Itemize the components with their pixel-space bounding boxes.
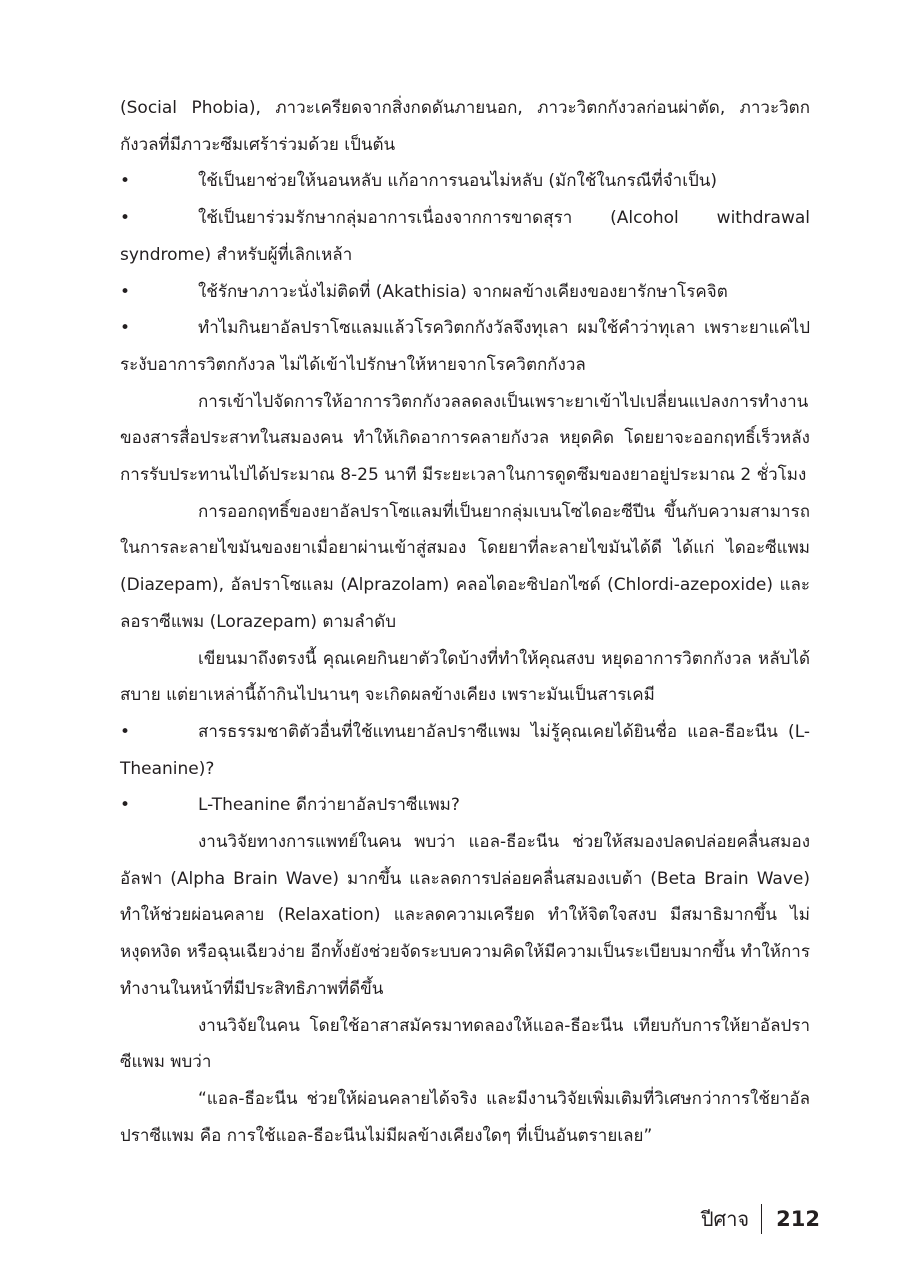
footer-divider	[761, 1204, 762, 1234]
list-item	[120, 163, 810, 200]
paragraph: เขียนมาถึงตรงนี้ คุณเคยกินยาตัวใดบ้างที่ทำให้คุณสงบ หยุดอาการวิตกกังวล หลับได้สบาย แต่ยาเหล่านี้ถ้ากินไปนานๆ จะเกิดผลข้างเคียง เพราะมันเป็นสารเคมี	[120, 648, 810, 706]
chapter-title: ปีศาจ	[700, 1207, 750, 1231]
list-item	[120, 714, 810, 787]
body-text	[120, 90, 810, 1154]
list-item-text: ใช้รักษาภาวะนั่งไม่ติดที่ (Akathisia) จากผลข้างเคียงของยารักษาโรคจิต	[198, 281, 728, 302]
paragraph: งานวิจัยทางการแพทย์ในคน พบว่า แอล-ธีอะนีน ช่วยให้สมองปลดปล่อยคลื่นสมองอัลฟา (Alpha Brain Wave) มากขึ้น และลดการปล่อยคลื่นสมองเบต้า (Beta Brain Wave) ทำให้ช่วยผ่อนคลาย (Relaxation) และลดความเครียด ทำให้จิตใจสงบ มีสมาธิมากขึ้น ไม่หงุดหงิด หรือฉุนเฉียวง่าย อีกทั้งยังช่วยจัดระบบความคิดให้มีความเป็นระเบียบมากขึ้น ทำให้การทำงานในหน้าที่มีประสิทธิภาพที่ดีขึ้น	[120, 832, 810, 999]
paragraph: การออกฤทธิ์ของยาอัลปราโซแลมที่เป็นยากลุ่มเบนโซไดอะซีปีน ขึ้นกับความสามารถในการละลายไขมันของยาเมื่อยาผ่านเข้าสู่สมอง โดยยาที่ละลายไขมันได้ดี ได้แก่ ไดอะซีแพม (Diazepam), อัลปราโซแลม (Alprazolam) คลอไดอะซิปอกไซด์ (Chlordi-azepoxide) และลอราซีแพม (Lorazepam) ตามลำดับ	[120, 501, 810, 632]
bullet-icon: •	[120, 795, 131, 816]
page-footer	[701, 1203, 820, 1235]
list-item	[120, 310, 810, 383]
paragraph: งานวิจัยในคน โดยใช้อาสาสมัครมาทดลองให้แอล-ธีอะนีน เทียบกับการให้ยาอัลปราซีแพม พบว่า	[120, 1015, 810, 1073]
page-number: 212	[776, 1207, 820, 1231]
list-item-text: ใช้เป็นยาช่วยให้นอนหลับ แก้อาการนอนไม่หลับ (มักใช้ในกรณีที่จำเป็น)	[198, 171, 718, 192]
list-item-text: สารธรรมชาติตัวอื่นที่ใช้แทนยาอัลปราซีแพม ไม่รู้คุณเคยได้ยินชื่อ แอล-ธีอะนีน (L-Theanine)?	[120, 721, 810, 779]
bullet-icon: •	[120, 208, 131, 229]
paragraph: การเข้าไปจัดการให้อาการวิตกกังวลลดลงเป็นเพราะยาเข้าไปเปลี่ยนแปลงการทำงานของสารสื่อประสาทในสมองคน ทำให้เกิดอาการคลายกังวล หยุดคิด โดยยาจะออกฤทธิ์เร็วหลังการรับประทานไปได้ประมาณ 8-25 นาที มีระยะเวลาในการดูดซึมของยาอยู่ประมาณ 2 ชั่วโมง	[120, 391, 810, 486]
list-item	[120, 274, 810, 311]
list-item-text: ใช้เป็นยาร่วมรักษากลุ่มอาการเนื่องจากการขาดสุรา (Alcohol withdrawal syndrome) สำหรับผู้ที่เลิกเหล้า	[120, 208, 810, 265]
list-item	[120, 200, 810, 273]
bullet-icon: •	[120, 721, 131, 742]
paragraph: (Social Phobia), ภาวะเครียดจากสิ่งกดดันภายนอก, ภาวะวิตกกังวลก่อนผ่าตัด, ภาวะวิตกกังวลที่มีภาวะซึมเศร้าร่วมด้วย เป็นต้น	[120, 98, 810, 155]
list-item-text: L-Theanine ดีกว่ายาอัลปราซีแพม?	[198, 795, 460, 816]
bullet-icon: •	[120, 318, 131, 339]
bullet-icon: •	[120, 171, 131, 192]
list-item-text: ทำไมกินยาอัลปราโซแลมแล้วโรควิตกกังวัลจึงทุเลา ผมใช้คำว่าทุเลา เพราะยาแค่ไประงับอาการวิตกกังวล ไม่ได้เข้าไปรักษาให้หายจากโรควิตกกังวล	[120, 318, 810, 375]
quote: “แอล-ธีอะนีน ช่วยให้ผ่อนคลายได้จริง และมีงานวิจัยเพิ่มเติมที่วิเศษกว่าการใช้ยาอัลปราซีแพม คือ การใช้แอล-ธีอะนีนไม่มีผลข้างเคียงใดๆ ที่เป็นอันตรายเลย”	[120, 1088, 810, 1146]
list-item	[120, 787, 810, 824]
bullet-icon: •	[120, 281, 131, 302]
